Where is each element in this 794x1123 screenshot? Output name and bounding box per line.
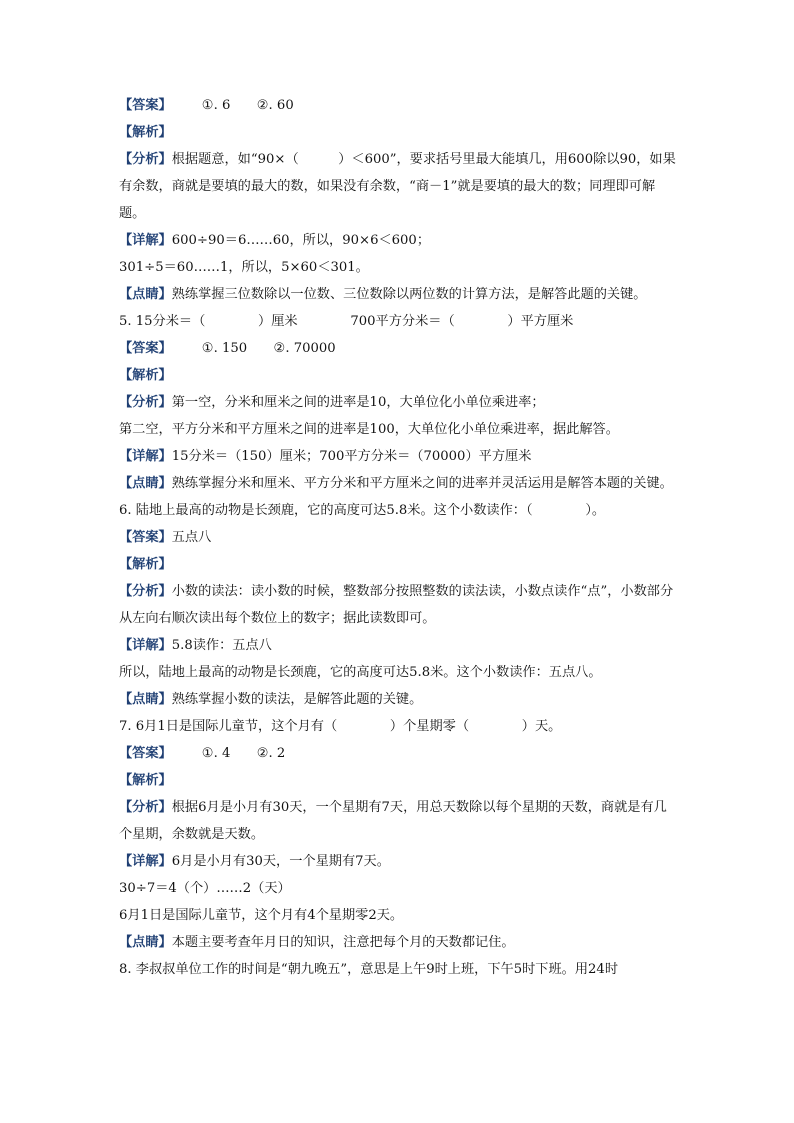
- analysis-heading: [119, 362, 679, 389]
- document-page: [119, 92, 679, 983]
- answer-text: ①. 4 ②. 2: [201, 746, 286, 761]
- fenxi-paragraph: [119, 578, 679, 632]
- fenxi-tag: 【分析】: [119, 800, 172, 815]
- question-7: [119, 713, 679, 740]
- question-text: 6. 陆地上最高的动物是长颈鹿，它的高度可达5.8米。这个小数读作：（ ）。: [119, 503, 606, 518]
- dianjing-paragraph: [119, 470, 679, 497]
- dianjing-line: [119, 686, 679, 713]
- answer-text: ①. 6 ②. 60: [201, 98, 294, 113]
- fenxi-tag: 【分析】: [119, 152, 172, 167]
- xiangjie-tag: 【详解】: [119, 854, 172, 869]
- analysis-heading: [119, 119, 679, 146]
- xiangjie-tag: 【详解】: [119, 449, 172, 464]
- question-text: 7. 6月1日是国际儿童节，这个月有（ ）个星期零（ ）天。: [119, 719, 562, 734]
- answer-text: 五点八: [171, 530, 212, 545]
- text-line: [119, 902, 679, 929]
- answer-line: [119, 335, 679, 362]
- question-6: [119, 497, 679, 524]
- dianjing-text: 熟练掌握三位数除以一位数、三位数除以两位数的计算方法，是解答此题的关键。: [171, 287, 647, 302]
- analysis-tag: 【解析】: [119, 125, 172, 140]
- analysis-tag: 【解析】: [119, 773, 172, 788]
- fenxi-text: 根据6月是小月有30天，一个星期有7天，用总天数除以每个星期的天数，商就是有几个星期，余数就是天数。: [119, 800, 667, 842]
- line-text: 所以，陆地上最高的动物是长颈鹿，它的高度可达5.8米。这个小数读作：五点八。: [119, 665, 602, 680]
- fenxi-line: [119, 389, 679, 416]
- fenxi-tag: 【分析】: [119, 584, 172, 599]
- dianjing-line: [119, 281, 679, 308]
- analysis-heading: [119, 767, 679, 794]
- answer-tag: 【答案】: [119, 341, 172, 356]
- fenxi-paragraph: [119, 146, 679, 227]
- line-text: 第二空，平方分米和平方厘米之间的进率是100，大单位化小单位乘进率，据此解答。: [119, 422, 619, 437]
- dianjing-text: 熟练掌握小数的读法，是解答此题的关键。: [171, 692, 423, 707]
- dianjing-line: [119, 929, 679, 956]
- text-line: [119, 659, 679, 686]
- dianjing-tag: 【点睛】: [119, 935, 172, 950]
- answer-line: [119, 524, 679, 551]
- question-text: 8. 李叔叔单位工作的时间是“朝九晚五”，意思是上午9时上班，下午5时下班。用24时: [119, 962, 619, 977]
- fenxi-paragraph: [119, 794, 679, 848]
- dianjing-text: 本题主要考查年月日的知识，注意把每个月的天数都记住。: [171, 935, 515, 950]
- line-text: 30÷7＝4（个）……2（天）: [119, 881, 291, 896]
- answer-tag: 【答案】: [119, 746, 172, 761]
- question-text: 5. 15分米＝（ ）厘米 700平方分米＝（ ）平方厘米: [119, 314, 574, 329]
- question-8: [119, 956, 679, 983]
- xiangjie-line: [119, 227, 679, 254]
- fenxi-text: 根据题意，如“90×（ ）＜600”，要求括号里最大能填几，用600除以90，如果有余数，商就是要填的最大的数，如果没有余数，“商－1”就是要填的最大的数；同理即可解题。: [119, 152, 676, 221]
- xiangjie-text: 5.8读作：五点八: [171, 638, 272, 653]
- answer-line: [119, 740, 679, 767]
- dianjing-tag: 【点睛】: [119, 476, 172, 491]
- xiangjie-line: [119, 632, 679, 659]
- xiangjie-text: 6月是小月有30天，一个星期有7天。: [171, 854, 390, 869]
- answer-tag: 【答案】: [119, 530, 172, 545]
- xiangjie-line: [119, 443, 679, 470]
- answer-tag: 【答案】: [119, 98, 172, 113]
- dianjing-text: 熟练掌握分米和厘米、平方分米和平方厘米之间的进率并灵活运用是解答本题的关键。: [171, 476, 673, 491]
- analysis-tag: 【解析】: [119, 368, 172, 383]
- fenxi-text: 小数的读法：读小数的时候，整数部分按照整数的读法读，小数点读作“点”，小数部分从左向右顺次读出每个数位上的数字；据此读数即可。: [119, 584, 674, 626]
- question-5: [119, 308, 679, 335]
- text-line: [119, 875, 679, 902]
- analysis-tag: 【解析】: [119, 557, 172, 572]
- xiangjie-tag: 【详解】: [119, 233, 172, 248]
- dianjing-tag: 【点睛】: [119, 287, 172, 302]
- xiangjie-text: 15分米＝（150）厘米；700平方分米＝（70000）平方厘米: [171, 449, 532, 464]
- text-line: [119, 416, 679, 443]
- answer-text: ①. 150 ②. 70000: [201, 341, 336, 356]
- fenxi-text: 第一空，分米和厘米之间的进率是10，大单位化小单位乘进率；: [171, 395, 545, 410]
- line-text: 6月1日是国际儿童节，这个月有4个星期零2天。: [119, 908, 404, 923]
- dianjing-tag: 【点睛】: [119, 692, 172, 707]
- xiangjie-text: 600÷90＝6……60，所以，90×6＜600；: [171, 233, 431, 248]
- fenxi-tag: 【分析】: [119, 395, 172, 410]
- line-text: 301÷5＝60……1，所以，5×60＜301。: [119, 260, 369, 275]
- text-line: [119, 254, 679, 281]
- analysis-heading: [119, 551, 679, 578]
- xiangjie-tag: 【详解】: [119, 638, 172, 653]
- answer-line: [119, 92, 679, 119]
- xiangjie-line: [119, 848, 679, 875]
